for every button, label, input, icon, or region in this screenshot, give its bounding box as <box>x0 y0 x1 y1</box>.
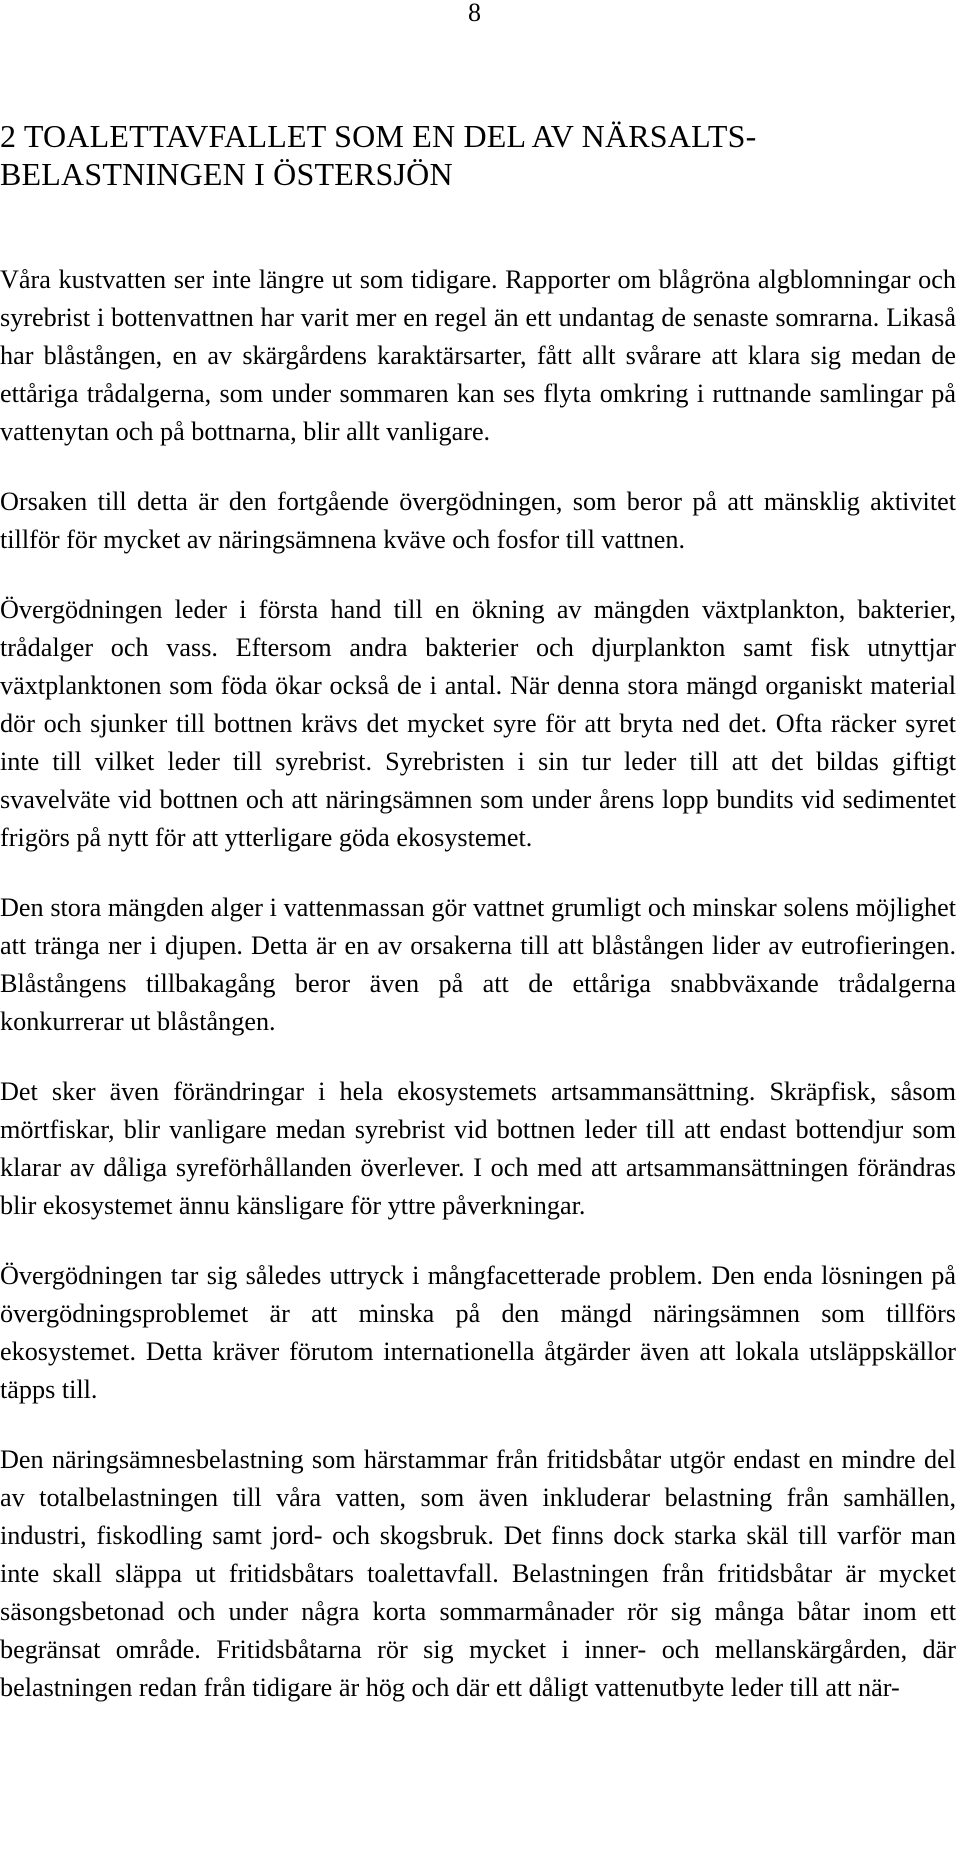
page-number: 8 <box>468 0 481 27</box>
paragraph-6: Övergödningen tar sig således uttryck i mångfacetterade problem. Den enda lösningen på övergödningsproblemet är att minska på den mängd näringsämnen som tillförs ekosystemet. Detta kräver förutom internationella åtgärder även att lokala utsläppskällor täpps till. <box>0 1261 956 1404</box>
paragraph-5: Det sker även förändringar i hela ekosystemets artsammansättning. Skräpfisk, såsom mörtfiskar, blir vanligare medan syrebrist vid bottnen leder till att endast bottendjur som klarar av dåliga syreförhållanden överlever. I och med att artsammansättningen förändras blir ekosystemet ännu känsligare för yttre påverkningar. <box>0 1077 956 1220</box>
paragraph-2: Orsaken till detta är den fortgående övergödningen, som beror på att mänsklig aktivitet tillför för mycket av näringsämnena kväve och fosfor till vattnen. <box>0 487 956 554</box>
paragraph-7: Den näringsämnesbelastning som härstammar från fritidsbåtar utgör endast en mindre del av totalbelastningen till våra vatten, som även inkluderar belastning från samhällen, industri, fiskodling samt jord- och skogsbruk. Det finns dock starka skäl till varför man inte skall släppa ut fritidsbåtars toalettavfall. Belastningen från fritidsbåtar är mycket säsongsbetonad och under några korta sommarmånader rör sig många båtar inom ett begränsat område. Fritidsbåtarna rör sig mycket i inner- och mellanskärgården, där belastningen redan från tidigare är hög och där ett dåligt vattenutbyte leder till att när- <box>0 1445 956 1702</box>
paragraph-4: Den stora mängden alger i vattenmassan gör vattnet grumligt och minskar solens möjlighet att tränga ner i djupen. Detta är en av orsakerna till att blåstången lider av eutrofieringen. Blåstångens tillbakagång beror även på att de ettåriga snabbväxande trådalgerna konkurrerar ut blåstången. <box>0 893 956 1036</box>
paragraph-1: Våra kustvatten ser inte längre ut som tidigare. Rapporter om blågröna algblomningar och syrebrist i bottenvattnen har varit mer en regel än ett undantag de senaste somrarna. Likaså har blåstången, en av skärgårdens karaktärsarter, fått allt svårare att klara sig medan de ettåriga trådalgerna, som under sommaren kan ses flyta omkring i ruttnande samlingar på vattenytan och på bottnarna, blir allt vanligare. <box>0 265 956 446</box>
paragraph-3: Övergödningen leder i första hand till en ökning av mängden växtplankton, bakterier, trådalger och vass. Eftersom andra bakterier och djurplankton samt fisk utnyttjar växtplanktonen som föda ökar också de i antal. När denna stora mängd organiskt material dör och sjunker till bottnen krävs det mycket syre för att bryta ned det. Ofta räcker syret inte till vilket leder till syrebrist. Syrebristen i sin tur leder till att det bildas giftigt svavelväte vid bottnen och att näringsämnen som under årens lopp bundits vid sedimentet frigörs på nytt för att ytterligare göda ekosystemet. <box>0 595 956 852</box>
chapter-title: 2 TOALETTAVFALLET SOM EN DEL AV NÄRSALTS- BELASTNINGEN I ÖSTERSJÖN <box>0 118 757 192</box>
